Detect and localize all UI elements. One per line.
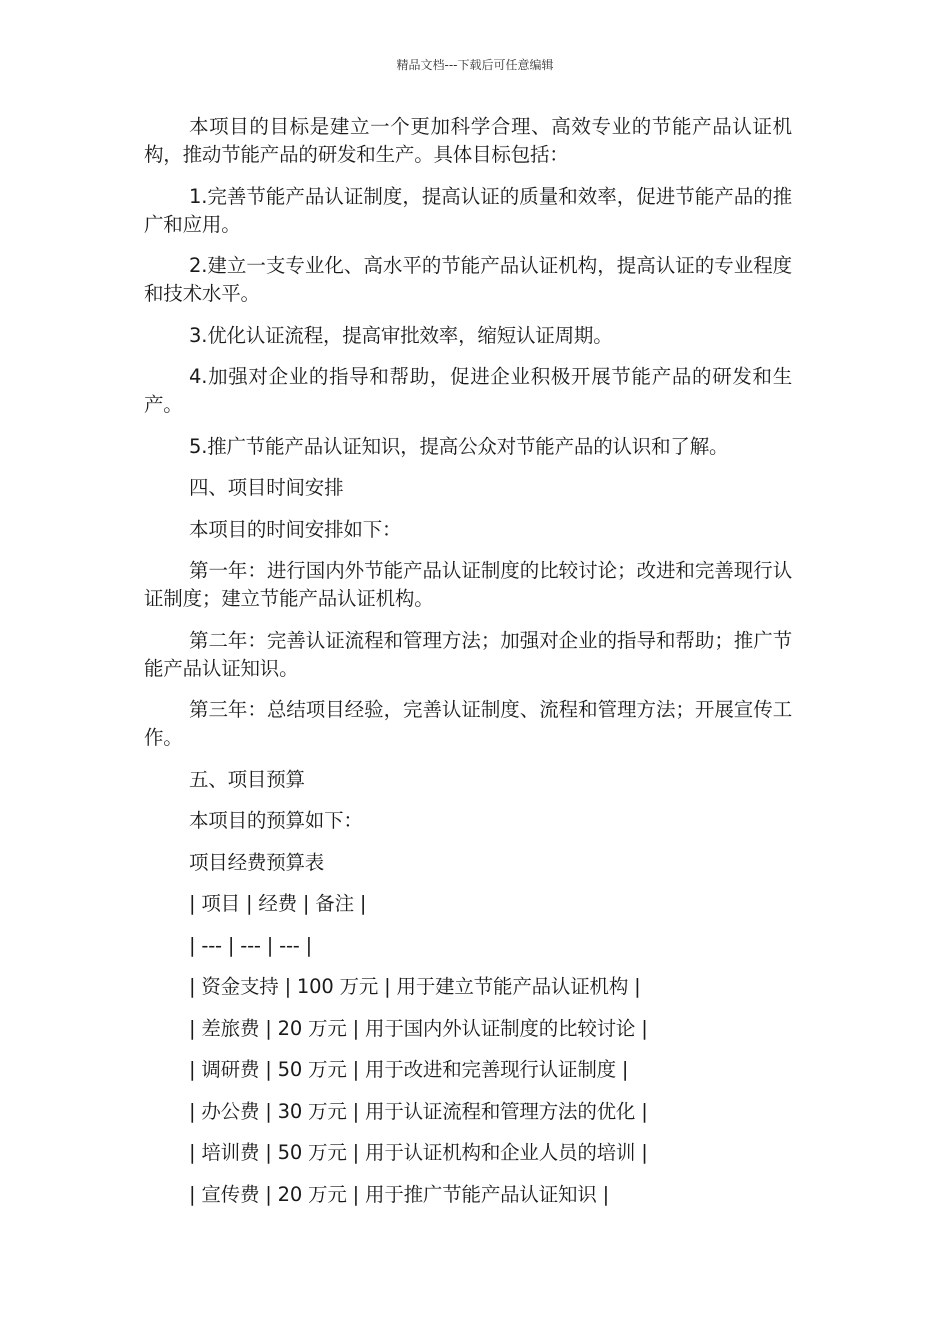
paragraph-budget-intro: 本项目的预算如下： xyxy=(189,809,363,832)
budget-table-title: 项目经费预算表 xyxy=(189,850,325,874)
paragraph-goal-1: 1.完善节能产品认证制度，提高认证的质量和效率，促进节能产品的推广和应用。 xyxy=(144,184,792,236)
table-row: | 办公费 | 30 万元 | 用于认证流程和管理方法的优化 | xyxy=(189,1099,648,1123)
table-row: | 调研费 | 50 万元 | 用于改进和完善现行认证制度 | xyxy=(189,1058,629,1081)
paragraph-year-2: 第二年：完善认证流程和管理方法；加强对企业的指导和帮助；推广节能产品认证知识。 xyxy=(144,628,792,680)
section-heading-schedule: 四、项目时间安排 xyxy=(189,476,344,499)
table-row: | 资金支持 | 100 万元 | 用于建立节能产品认证机构 | xyxy=(189,975,641,998)
paragraph-schedule-intro: 本项目的时间安排如下： xyxy=(189,517,402,541)
table-row: | 项目 | 经费 | 备注 | xyxy=(189,892,367,915)
paragraph-goal-intro: 本项目的目标是建立一个更加科学合理、高效专业的节能产品认证机构，推动节能产品的研发和生产。具体目标包括： xyxy=(144,115,792,166)
paragraph-year-3: 第三年：总结项目经验，完善认证制度、流程和管理方法；开展宣传工作。 xyxy=(144,698,792,749)
table-row: | 宣传费 | 20 万元 | 用于推广节能产品认证知识 | xyxy=(189,1182,609,1206)
paragraph-goal-5: 5.推广节能产品认证知识，提高公众对节能产品的认识和了解。 xyxy=(189,434,729,458)
paragraph-year-1: 第一年：进行国内外节能产品认证制度的比较讨论；改进和完善现行认证制度；建立节能产品认证机构。 xyxy=(144,559,792,610)
page-header: 精品文档---下载后可任意编辑 xyxy=(396,58,554,72)
table-row: | 差旅费 | 20 万元 | 用于国内外认证制度的比较讨论 | xyxy=(189,1016,648,1040)
table-row: | 培训费 | 50 万元 | 用于认证机构和企业人员的培训 | xyxy=(189,1141,648,1164)
table-row: | --- | --- | --- | xyxy=(189,933,312,957)
section-heading-budget: 五、项目预算 xyxy=(189,767,305,791)
paragraph-goal-3: 3.优化认证流程，提高审批效率，缩短认证周期。 xyxy=(189,323,613,347)
document-body xyxy=(144,113,792,1222)
paragraph-goal-4: 4.加强对企业的指导和帮助，促进企业积极开展节能产品的研发和生产。 xyxy=(144,365,792,416)
paragraph-goal-2: 2.建立一支专业化、高水平的节能产品认证机构，提高认证的专业程度和技术水平。 xyxy=(144,254,792,305)
